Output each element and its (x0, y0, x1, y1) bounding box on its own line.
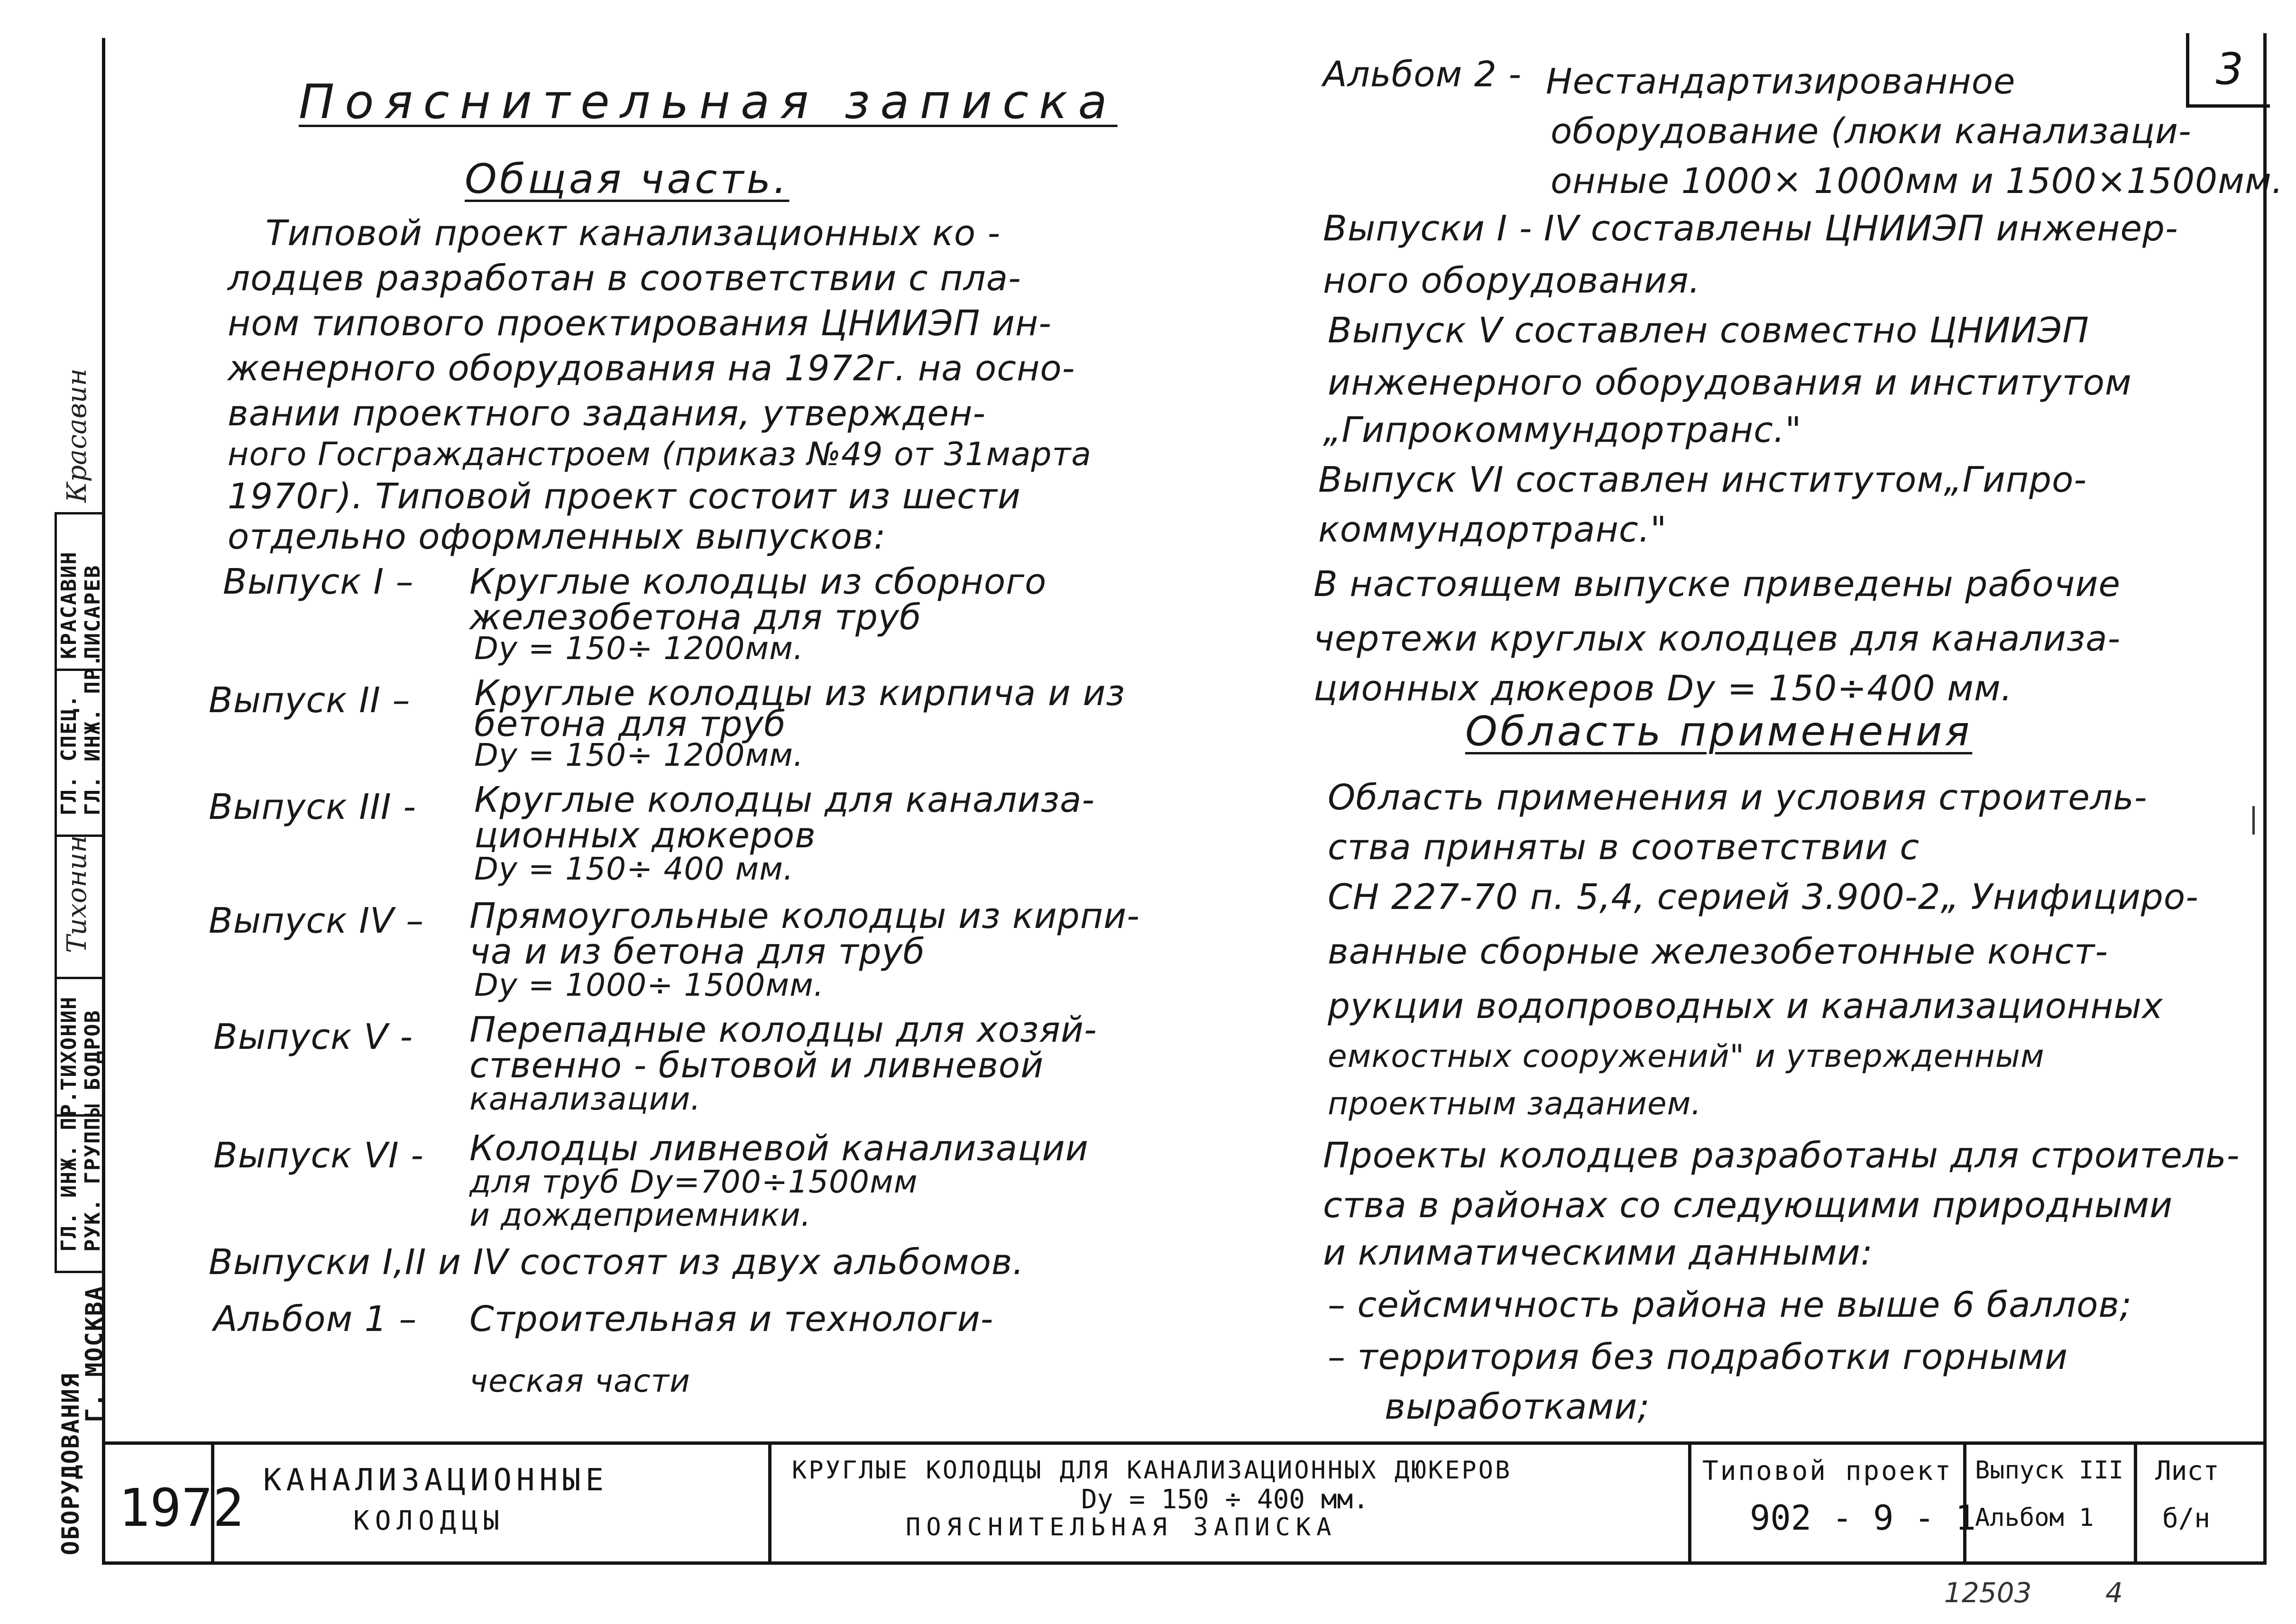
para-line: женерного оборудования на 1972г. на осно- (228, 348, 1075, 389)
scope-line: ванные сборные железобетонные конст- (1328, 931, 2108, 972)
scope-line: выработками; (1385, 1386, 1650, 1427)
tb-desc-line3: ПОЯСНИТЕЛЬНАЯ ЗАПИСКА (906, 1513, 1337, 1541)
tb-name-line1: КАНАЛИЗАЦИОННЫЕ (263, 1463, 608, 1498)
compiled-line: „Гипрокоммундортранс." (1323, 410, 1802, 450)
tb-name-line2: КОЛОДЦЫ (353, 1505, 505, 1536)
para-line: ного Госгражданстроем (приказ №49 от 31марта (228, 436, 1092, 473)
side-name: БОДРОВ (81, 1009, 105, 1091)
issue-6-label: Выпуск VI - (213, 1135, 424, 1176)
side-org: ОБОРУДОВАНИЯ (57, 1372, 84, 1555)
archive-code: 12503 (1944, 1577, 2032, 1609)
side-role: ГЛ. ИНЖ. ПР. (57, 1090, 81, 1252)
scope-line: – сейсмичность района не выше 6 баллов; (1328, 1285, 2132, 1325)
scope-line: и климатическими данными: (1323, 1232, 1873, 1273)
issue-3-label: Выпуск III - (209, 787, 416, 827)
scope-line: Область применения и условия строитель- (1328, 777, 2148, 818)
issue-3-line: Dу = 150÷ 400 мм. (474, 851, 794, 887)
page-number: 3 (2186, 33, 2270, 108)
para-line: лодцев разработан в соответствии с пла- (228, 258, 1021, 299)
scope-line: проектным заданием. (1328, 1085, 1702, 1122)
para-line: отдельно оформленных выпусков: (228, 516, 886, 557)
signature: Красавин (62, 368, 92, 503)
issue-4-label: Выпуск IV – (209, 900, 424, 941)
side-name: КРАСАВИН (57, 551, 81, 659)
compiled-line: В настоящем выпуске приведены рабочие (1313, 564, 2121, 605)
issue-5-label: Выпуск V - (213, 1017, 413, 1057)
issue-4-line: Прямоугольные колодцы из кирпи- (469, 896, 1140, 936)
issue-1-line: Круглые колодцы из сборного (469, 561, 1047, 602)
para-line: Типовой проект канализационных ко - (266, 213, 1001, 254)
signature: Тихонин (62, 835, 92, 953)
tb-desc-line1: КРУГЛЫЕ КОЛОДЦЫ ДЛЯ КАНАЛИЗАЦИОННЫХ ДЮКЕРОВ (792, 1456, 1512, 1485)
compiled-line: Выпуск V составлен совместно ЦНИИЭП (1328, 310, 2089, 351)
issue-4-line: ча и из бетона для труб (469, 931, 925, 972)
album-2-line: онные 1000× 1000мм и 1500×1500мм. (1551, 161, 2284, 202)
scope-line: ства в районах со следующими природными (1323, 1185, 2173, 1226)
side-row-line (55, 1271, 102, 1273)
issue-2-line: Dу = 150÷ 1200мм. (474, 737, 804, 773)
margin-tick (2252, 806, 2255, 835)
tb-divider (2134, 1441, 2137, 1565)
issue-6-line: Колодцы ливневой канализации (469, 1128, 1089, 1169)
para-line: 1970г). Типовой проект состоит из шести (228, 476, 1021, 517)
tb-project-number: 902 - 9 - 1 (1750, 1498, 1976, 1538)
album-1-line: Строительная и технологи- (469, 1299, 994, 1340)
issue-4-line: Dу = 1000÷ 1500мм. (474, 967, 824, 1003)
side-city: Г. МОСКВА (81, 1285, 108, 1422)
issue-5-line: канализации. (469, 1081, 701, 1117)
section-scope-title: Область применения (1465, 708, 1973, 755)
issue-1-line: железобетона для труб (469, 597, 922, 638)
compiled-line: ционных дюкеров Dу = 150÷400 мм. (1313, 668, 2013, 709)
issue-2-line: Круглые колодцы из кирпича и из (474, 673, 1125, 714)
scope-line: емкостных сооружений" и утвержденным (1328, 1038, 2045, 1074)
scope-line: рукции водопроводных и канализационных (1328, 986, 2163, 1027)
compiled-line: ного оборудования. (1323, 260, 1701, 301)
issue-3-line: ционных дюкеров (474, 815, 816, 856)
issue-5-line: Перепадные колодцы для хозяй- (469, 1009, 1097, 1050)
scope-line: ства приняты в соответствии с (1328, 827, 1920, 868)
side-role: ГЛ. ИНЖ. ПР. (81, 653, 105, 816)
tb-desc-line2: Dу = 150 ÷ 400 мм. (1081, 1484, 1369, 1515)
album-1-line: ческая части (469, 1363, 690, 1399)
side-row-line (55, 512, 102, 514)
album-2-label: Альбом 2 - (1323, 54, 1522, 95)
section-general: Общая часть. (465, 156, 790, 203)
side-role: ГЛ. СПЕЦ. (57, 694, 81, 816)
issue-2-line: бетона для труб (474, 704, 786, 744)
title-block-top-line (102, 1441, 2267, 1445)
side-role: РУК. ГРУППЫ (81, 1103, 105, 1252)
issue-6-line: для труб Dу=700÷1500мм (469, 1164, 918, 1200)
issue-1-label: Выпуск I – (223, 561, 414, 602)
album-2-line: Нестандартизированное (1546, 61, 2016, 102)
albums-note: Выпуски I,II и IV состоят из двух альбомов. (209, 1242, 1024, 1283)
tb-sheet-label: Лист (2155, 1456, 2219, 1486)
page-title: Пояснительная записка (299, 74, 1118, 129)
compiled-line: Выпуски I - IV составлены ЦНИИЭП инженер- (1323, 208, 2178, 249)
tb-album: Альбом 1 (1975, 1504, 2094, 1532)
tb-sheet-value: б/н (2162, 1503, 2211, 1534)
tb-divider (768, 1441, 771, 1565)
para-line: вании проектного задания, утвержден- (228, 393, 986, 434)
scope-line: – территория без подработки горными (1328, 1337, 2068, 1377)
tb-year: 1972 (119, 1477, 244, 1538)
album-1-label: Альбом 1 – (213, 1299, 417, 1340)
scope-line: СН 227-70 п. 5,4, серией 3.900-2„ Унифициро- (1328, 877, 2199, 918)
side-row-line (55, 977, 102, 979)
frame-right-line (2263, 33, 2267, 1565)
issue-1-line: Dу = 150÷ 1200мм. (474, 630, 804, 667)
issue-5-line: ственно - бытовой и ливневой (469, 1045, 1044, 1086)
issue-2-label: Выпуск II – (209, 680, 411, 721)
issue-6-line: и дождеприемники. (469, 1197, 811, 1233)
side-name: ПИСАРЕВ (81, 564, 105, 659)
album-2-line: оборудование (люки канализаци- (1551, 111, 2192, 152)
para-line: ном типового проектирования ЦНИИЭП ин- (228, 303, 1052, 344)
compiled-line: чертежи круглых колодцев для канализа- (1313, 618, 2121, 659)
side-name: ТИХОНИН (57, 996, 81, 1091)
issue-3-line: Круглые колодцы для канализа- (474, 780, 1095, 820)
compiled-line: коммундортранс." (1318, 509, 1667, 550)
frame-bottom-line (102, 1561, 2267, 1565)
tb-divider (1688, 1441, 1691, 1565)
tb-project-label: Типовой проект (1702, 1456, 1953, 1486)
compiled-line: инженерного оборудования и институтом (1328, 362, 2132, 403)
compiled-line: Выпуск VI составлен институтом„Гипро- (1318, 459, 2087, 500)
archive-num: 4 (2105, 1577, 2123, 1609)
tb-issue: Выпуск III (1975, 1456, 2124, 1485)
scope-line: Проекты колодцев разработаны для строитель- (1323, 1135, 2240, 1176)
